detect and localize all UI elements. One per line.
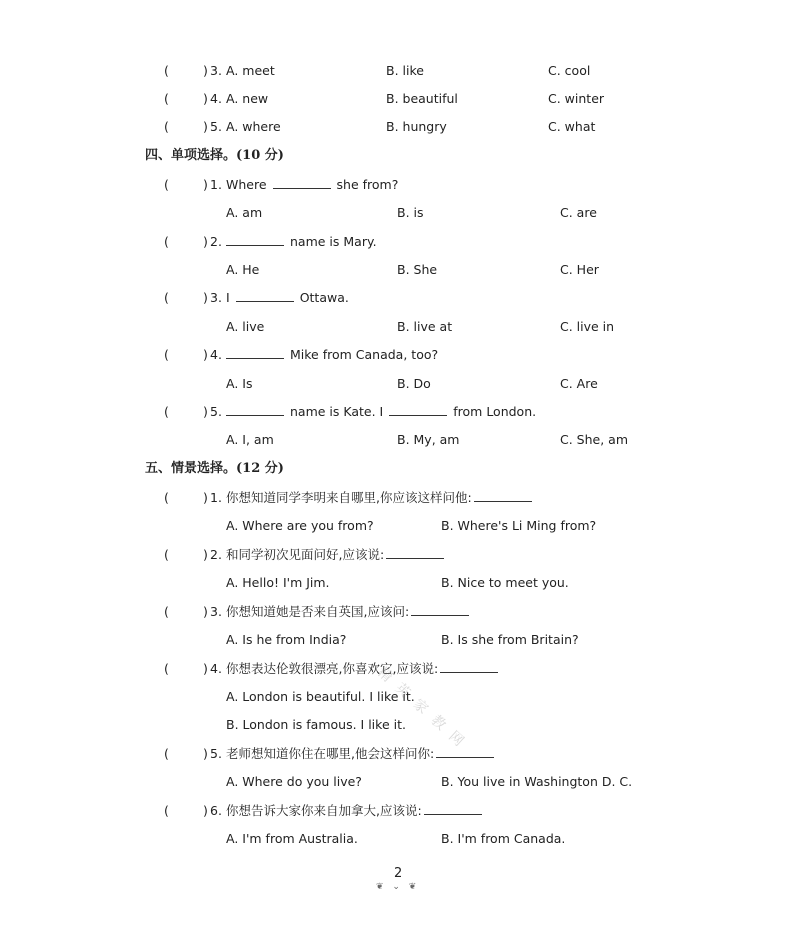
option-c: C. Are	[560, 376, 598, 391]
question-number: 3.	[210, 290, 222, 305]
s5-q5	[0, 745, 800, 763]
option-b: B. is	[397, 205, 424, 220]
option-b: B. like	[386, 63, 424, 78]
s4-q5	[0, 403, 800, 421]
answer-paren-close: )	[203, 91, 208, 106]
question-number: 5.	[210, 404, 222, 419]
answer-paren: (	[164, 91, 169, 106]
option-b: B. live at	[397, 319, 453, 334]
option-b: B. Is she from Britain?	[441, 632, 579, 647]
s5-q6-options	[0, 830, 800, 848]
option-c: C. Her	[560, 262, 599, 277]
answer-paren-close: )	[203, 746, 208, 761]
option-b: B. My, am	[397, 432, 460, 447]
section-heading: 四、单项选择。(10 分)	[145, 148, 284, 163]
answer-paren: (	[164, 661, 169, 676]
answer-paren: (	[164, 490, 169, 505]
answer-paren-close: )	[203, 661, 208, 676]
answer-paren-close: )	[203, 803, 208, 818]
question-text: 你想表达伦敦很漂亮,你喜欢它,应该说:	[226, 660, 504, 678]
question-number: 3.	[210, 604, 222, 619]
option-a: A. new	[226, 91, 269, 106]
answer-paren-close: )	[203, 604, 208, 619]
answer-paren-close: )	[203, 119, 208, 134]
option-a: A. live	[226, 319, 265, 334]
s4-q2	[0, 233, 800, 251]
answer-paren: (	[164, 290, 169, 305]
part3-q5	[0, 118, 800, 136]
option-b: B. You live in Washington D. C.	[441, 774, 633, 789]
option-a: A. am	[226, 205, 263, 220]
option-a: A. London is beautiful. I like it.	[226, 689, 415, 704]
answer-paren: (	[164, 177, 169, 192]
answer-paren: (	[164, 803, 169, 818]
question-number: 4.	[210, 661, 222, 676]
option-b: B. Do	[397, 376, 431, 391]
page-ornament-icon: ❦ ⌄ ❦	[376, 882, 420, 892]
answer-paren-close: )	[203, 234, 208, 249]
option-a: A. I, am	[226, 432, 274, 447]
answer-blank[interactable]	[436, 745, 494, 758]
answer-blank[interactable]	[226, 233, 284, 246]
option-c: C. what	[548, 119, 596, 134]
answer-blank[interactable]	[226, 403, 284, 416]
s4-q4-options	[0, 375, 800, 393]
s4-q5-options	[0, 431, 800, 449]
answer-paren: (	[164, 547, 169, 562]
question-text: Where she from?	[226, 177, 399, 192]
question-text: I Ottawa.	[226, 290, 349, 305]
s5-q4-option-a-row	[0, 688, 800, 706]
answer-blank[interactable]	[411, 603, 469, 616]
page-number: 2	[394, 866, 403, 881]
question-number: 5.	[210, 119, 222, 134]
s5-q2	[0, 546, 800, 564]
s5-q4-option-b-row	[0, 716, 800, 734]
answer-paren-close: )	[203, 290, 208, 305]
option-a: A. Is	[226, 376, 253, 391]
option-b: B. beautiful	[386, 91, 458, 106]
option-c: C. live in	[560, 319, 615, 334]
option-a: A. where	[226, 119, 281, 134]
answer-paren-close: )	[203, 404, 208, 419]
answer-paren-close: )	[203, 63, 208, 78]
s5-q2-options	[0, 574, 800, 592]
section5-heading-row	[0, 460, 800, 478]
answer-paren: (	[164, 63, 169, 78]
question-text: 和同学初次见面问好,应该说:	[226, 546, 450, 564]
answer-paren: (	[164, 404, 169, 419]
answer-paren-close: )	[203, 177, 208, 192]
question-number: 3.	[210, 63, 222, 78]
option-a: A. Hello! I'm Jim.	[226, 575, 330, 590]
question-number: 1.	[210, 177, 222, 192]
question-text: name is Mary.	[226, 233, 377, 251]
s5-q1-options	[0, 517, 800, 535]
s5-q5-options	[0, 773, 800, 791]
s5-q6	[0, 802, 800, 820]
option-a: A. I'm from Australia.	[226, 831, 358, 846]
question-number: 4.	[210, 347, 222, 362]
watermark-logo: 精英家教网	[374, 664, 475, 757]
option-c: C. winter	[548, 91, 605, 106]
section4-heading-row	[0, 147, 800, 165]
question-number: 6.	[210, 803, 222, 818]
option-b: B. Nice to meet you.	[441, 575, 569, 590]
part3-q4	[0, 90, 800, 108]
option-b: B. I'm from Canada.	[441, 831, 566, 846]
answer-blank[interactable]	[424, 802, 482, 815]
option-b: B. She	[397, 262, 438, 277]
question-text: 你想知道同学李明来自哪里,你应该这样问他:	[226, 489, 538, 507]
s4-q3	[0, 289, 800, 307]
option-a: A. meet	[226, 63, 275, 78]
question-number: 5.	[210, 746, 222, 761]
answer-paren-close: )	[203, 490, 208, 505]
question-text: 你想告诉大家你来自加拿大,应该说:	[226, 802, 488, 820]
answer-paren: (	[164, 234, 169, 249]
answer-paren: (	[164, 347, 169, 362]
answer-paren-close: )	[203, 347, 208, 362]
option-a: A. Is he from India?	[226, 632, 347, 647]
s5-q3-options	[0, 631, 800, 649]
answer-paren-close: )	[203, 547, 208, 562]
answer-paren: (	[164, 604, 169, 619]
option-a: A. Where are you from?	[226, 518, 374, 533]
section-heading: 五、情景选择。(12 分)	[145, 461, 284, 476]
question-number: 1.	[210, 490, 222, 505]
question-number: 2.	[210, 234, 222, 249]
option-a: A. Where do you live?	[226, 774, 362, 789]
answer-blank[interactable]	[273, 176, 331, 189]
part3-q3	[0, 62, 800, 80]
question-number: 4.	[210, 91, 222, 106]
question-text: 老师想知道你住在哪里,他会这样问你:	[226, 745, 500, 763]
s4-q3-options	[0, 318, 800, 336]
answer-blank[interactable]	[226, 346, 284, 359]
option-c: C. cool	[548, 63, 591, 78]
question-text: 你想知道她是否来自英国,应该问:	[226, 603, 475, 621]
option-b: B. Where's Li Ming from?	[441, 518, 597, 533]
s5-q3	[0, 603, 800, 621]
s4-q1-options	[0, 204, 800, 222]
question-number: 2.	[210, 547, 222, 562]
s4-q1	[0, 176, 800, 194]
answer-blank[interactable]	[389, 403, 447, 416]
answer-blank[interactable]	[440, 660, 498, 673]
question-text: name is Kate. I from London.	[226, 403, 536, 421]
question-text: Mike from Canada, too?	[226, 346, 438, 364]
answer-blank[interactable]	[474, 489, 532, 502]
s4-q4	[0, 346, 800, 364]
option-c: C. are	[560, 205, 597, 220]
answer-paren: (	[164, 119, 169, 134]
option-b: B. hungry	[386, 119, 447, 134]
answer-blank[interactable]	[386, 546, 444, 559]
option-b: B. London is famous. I like it.	[226, 717, 406, 732]
answer-paren: (	[164, 746, 169, 761]
s4-q2-options	[0, 261, 800, 279]
option-a: A. He	[226, 262, 260, 277]
s5-q1	[0, 489, 800, 507]
s5-q4	[0, 660, 800, 678]
option-c: C. She, am	[560, 432, 629, 447]
answer-blank[interactable]	[236, 289, 294, 302]
